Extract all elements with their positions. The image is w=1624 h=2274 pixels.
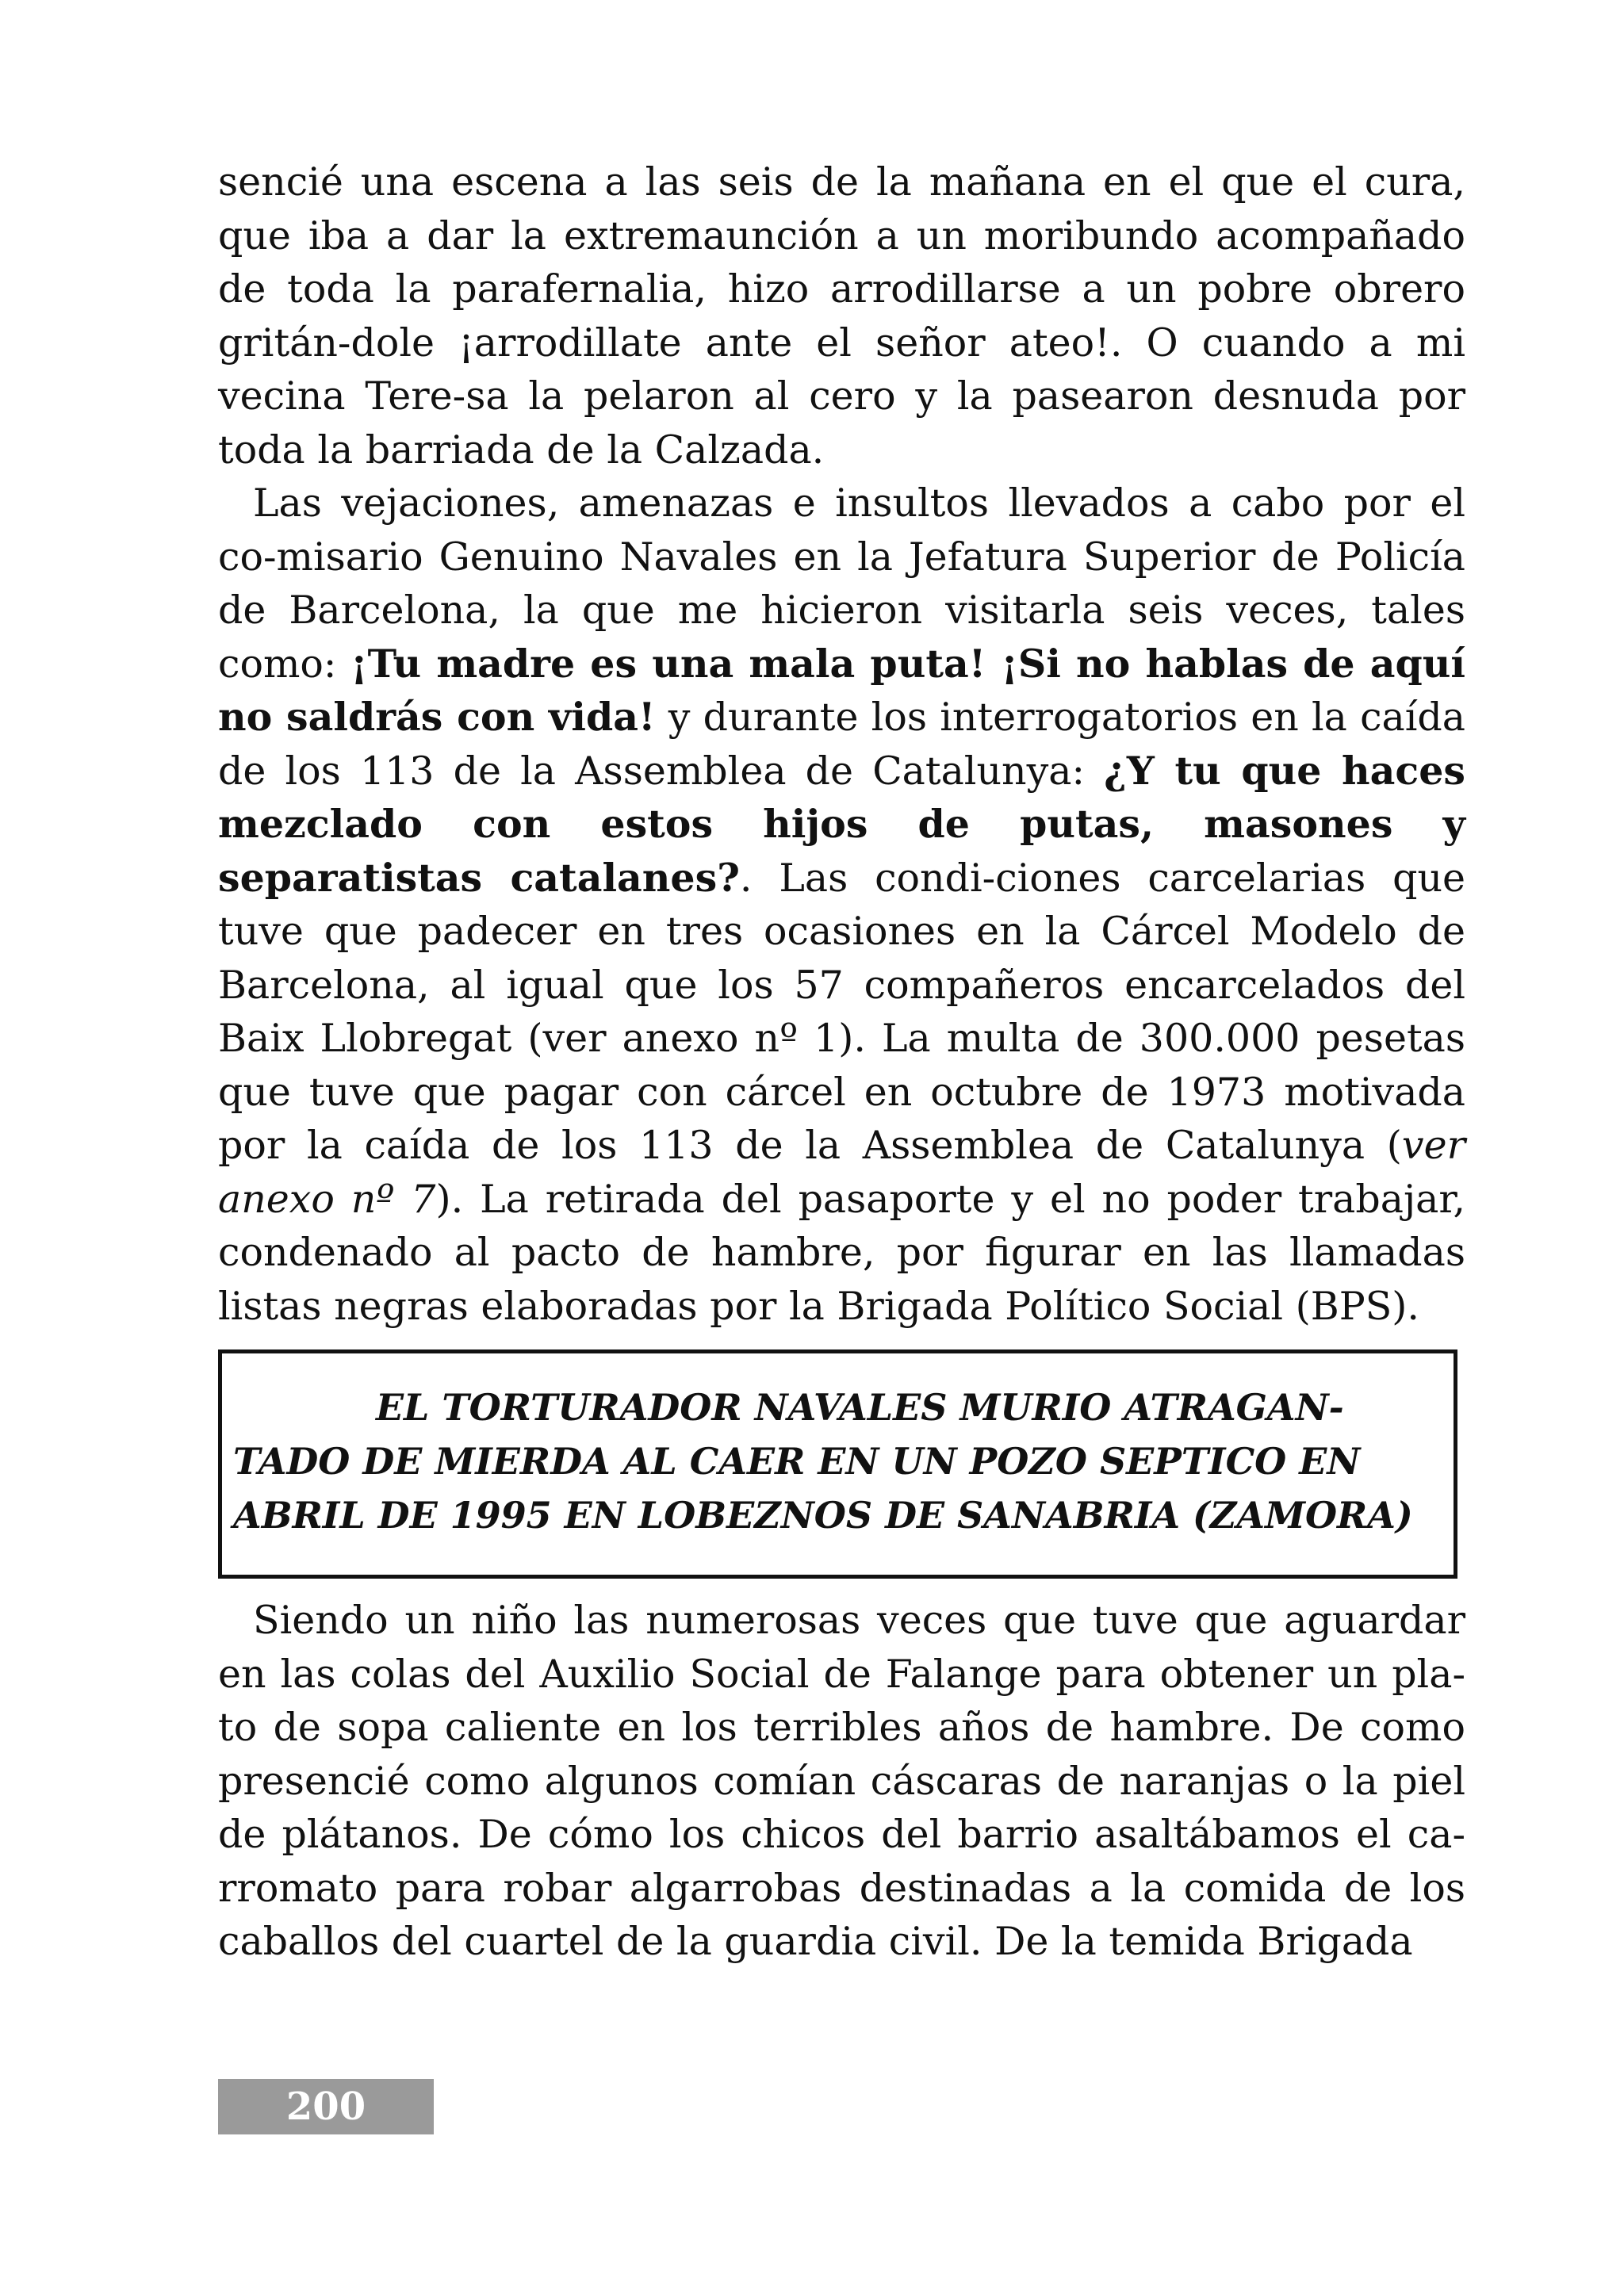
boxed-headline-line-1: EL TORTURADOR NAVALES MURIO ATRAGAN- xyxy=(376,1386,1344,1429)
paragraph-vejaciones xyxy=(218,477,1465,1333)
paragraph-text: y durante los interrogatorios en la caída de los 113 de la Assemblea de Catalunya: xyxy=(218,695,1465,794)
paragraph-siendo-un-nino: Siendo un niño las numerosas veces que tuve que aguardar en las colas del Auxilio Social de Falange para obtener un pla-to de sopa caliente en los terribles años de hambre. De como presencié como algunos comían cáscaras de naranjas o la piel de plátanos. De cómo los chicos del barrio asaltábamos el ca-rromato para robar algarrobas destinadas a la comida de los caballos del cuartel de la guardia civil. De la temida Brigada xyxy=(218,1598,1465,1964)
boxed-headline-line-3: ABRIL DE 1995 EN LOBEZNOS DE SANABRIA (ZAMORA) xyxy=(233,1494,1413,1537)
italic-annex-ref: ver anexo nº 7 xyxy=(218,1123,1465,1222)
body-text-upper xyxy=(218,155,1465,1333)
body-text-lower xyxy=(218,1594,1465,1969)
paragraph-continued: sencié una escena a las seis de la mañana en el que el cura, que iba a dar la extremaunción a un moribundo acompañado de toda la parafernalia, hizo arrodillarse a un pobre obrero gritán-dole ¡arrodillate ante el señor ateo!. O cuando a mi vecina Tere-sa la pelaron al cero y la pasearon desnuda por toda la barriada de la Calzada. xyxy=(218,159,1465,473)
boxed-headline-line-2: TADO DE MIERDA AL CAER EN UN POZO SEPTICO EN xyxy=(233,1440,1361,1483)
paragraph-text: ). La retirada del pasaporte y el no poder trabajar, condenado al pacto de hambre, por figurar en las llamadas listas negras elaboradas por la Brigada Político Social (BPS). xyxy=(218,1176,1465,1329)
bold-quote-2: ¿Y tu que haces mezclado con estos hijos de putas, masones y separatistas catalanes? xyxy=(218,747,1465,901)
paragraph-text: . Las condi-ciones carcelarias que tuve que padecer en tres ocasiones en la Cárcel Modelo de Barcelona, al igual que los 57 compañeros encarcelados del Baix Llobregat (ver anexo nº 1). La multa de 300.000 pesetas que tuve que pagar con cárcel en octubre de 1973 motivada por la caída de los 113 de la Assemblea de Catalunya ( xyxy=(218,855,1465,1168)
boxed-headline xyxy=(218,1349,1457,1579)
paragraph-text: Las vejaciones, amenazas e insultos llevados a cabo por el co-misario Genuino Navales en la Jefatura Superior de Policía de Barcelona, la que me hicieron visitarla seis veces, tales como: xyxy=(218,480,1465,687)
bold-quote-1: ¡Tu madre es una mala puta! ¡Si no hablas de aquí no saldrás con vida! xyxy=(218,640,1465,740)
page-number: 200 xyxy=(218,2079,434,2134)
